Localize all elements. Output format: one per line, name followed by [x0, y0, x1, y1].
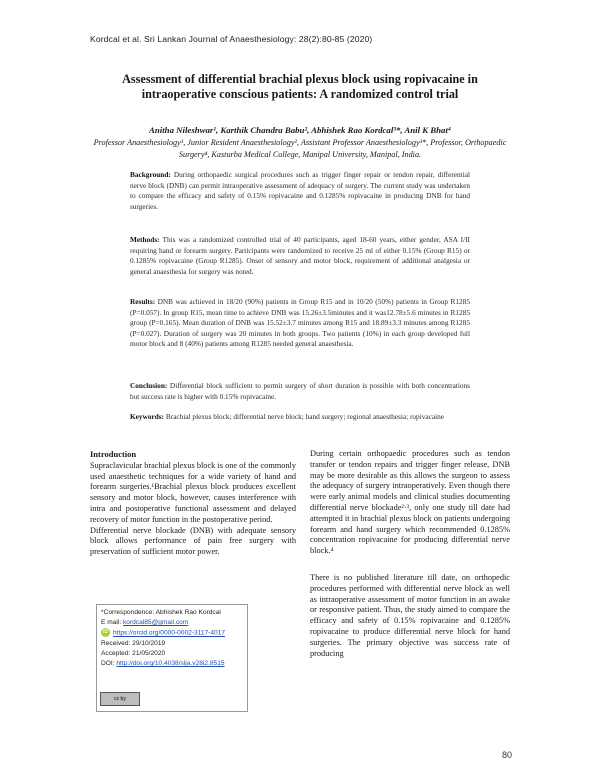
email-link[interactable]: kordcal85@gmail.com: [122, 619, 189, 627]
email-label: E mail:: [101, 619, 123, 627]
doi-label: DOI:: [101, 660, 117, 668]
results-label: Results:: [130, 297, 156, 306]
right-column: [310, 449, 510, 668]
received-date: Received: 29/10/2019: [101, 639, 166, 647]
intro-heading: Introduction: [90, 449, 137, 459]
methods-label: Methods:: [130, 235, 160, 244]
right-paragraph-2: There is no published literature till date, on orthopedic procedures performed with differential nerve block as well as intraoperative assessment of motor function in an awake or responsive patient. Thus, the study aimed to compare the efficacy and safety of 0.15% ropivacaine and 0.1285% ropivacaine to produce differential nerve block for hand surgeries. The primary objective was success rate of producing: [310, 572, 510, 658]
methods-text: This was a randomized controlled trial of 40 participants, aged 18-60 years, either gender, ASA I/II requiring hand or forearm surgery. Participants were randomized to receive 25 ml of either 0.15% (Group R15) or 0.1285% ropivacaine (Group R1285). Onset of sensory and motor block, requirement of additional analgesia or general anaesthesia for surgery was noted.: [130, 235, 470, 276]
doi-line: [101, 659, 243, 669]
accepted-date: Accepted: 21/05/2020: [101, 650, 166, 658]
abstract-methods: [130, 235, 470, 277]
abstract-results: [130, 297, 470, 350]
correspondence-author: *Correspondence: Abhishek Rao Kordcal: [101, 609, 221, 616]
doi-link[interactable]: http://doi.org/10.4038/slja.v28i2.8515: [116, 660, 225, 668]
affiliations: Professor Anaesthesiology¹, Junior Resident Anaesthesiology², Assistant Professor Anaesthesiology³*, Professor, Orthopaedic Surgery⁴, Kasturba Medical College, Manipal University, Manipal, India.: [93, 138, 507, 159]
background-text: During orthopaedic surgical procedures such as trigger finger repair or tendon repair, differential nerve block (DNB) can permit intraoperative assessment of adequacy of surgery. The current study was undertaken to compare the efficacy and safety of 0.15% ropivacaine and 0.1285% ropivacaine in producing DNB for hand surgeries.: [130, 170, 470, 211]
keywords-label: Keywords:: [130, 412, 165, 421]
background-label: Background:: [130, 170, 171, 179]
left-column: [90, 449, 296, 567]
abstract-background: [130, 170, 470, 212]
orcid-line: [101, 628, 243, 638]
orcid-link[interactable]: https://orcid.org/0000-0002-3117-4017: [113, 629, 226, 637]
keywords-text: Brachial plexus block; differential nerve block; hand surgery; regional anaesthesia; ropivacaine: [165, 412, 445, 421]
correspondence-email-line: [101, 618, 243, 628]
article-title: Assessment of differential brachial plexus block using ropivacaine in intraoperative conscious patients: A randomized control trial: [122, 72, 478, 101]
right-paragraph-1: During certain orthopaedic procedures such as tendon transfer or tendon repairs and trigger finger release, DNB may be more desirable as this allows the surgeon to assess the adequacy of surgery intraoperatively. Even though there were early animal models and clinical studies documenting differential nerve blockade²·³, only one study till date had attempted it in brachial plexus block on patients undergoing forearm and hand surgery which recommended 0.1285% concentration ropivacaine for producing differential nerve block.⁴: [310, 449, 510, 556]
running-header: Kordcal et al. Sri Lankan Journal of Anaesthesiology: 28(2):80-85 (2020): [90, 34, 373, 44]
orcid-icon: iD: [103, 629, 108, 636]
author-list: Anitha Nileshwar¹, Karthik Chandra Babu², Abhishek Rao Kordcal³*, Anil K Bhat⁴: [149, 125, 451, 135]
page-number: 80: [501, 750, 512, 760]
results-text: DNB was achieved in 18/20 (90%) patients in Group R15 and in 10/20 (50%) patients in Group R1285 (P=0.057). In group R15, mean time to achieve DNB was 15.26±3.5minutes and it was12.78±5.6 minutes in R1285 group (P=0.165). Mean duration of DNB was 15.52±3.7 minutes among R15 and 18.89±3.3 minutes among R1285 (P=0.027). Duration of surgery was 20 minutes in both groups. Two patients (10%) in each group developed full motor block and 8 (40%) patients among R1285 needed general anaesthesia.: [130, 297, 470, 349]
abstract-keywords: [130, 412, 470, 423]
intro-paragraph-1: Supraclavicular brachial plexus block is one of the commonly used anaesthetic techniques for a wide variety of hand and forearm surgeries.¹Brachial plexus block produces excellent sensory and motor block, however, causes interference with intra and postoperative functional assessment and delayed recovery of motor function in the postoperative period.: [90, 460, 296, 524]
abstract-conclusion: [130, 381, 470, 402]
cc-license-icon: cc by: [100, 692, 140, 706]
intro-paragraph-2: Differential nerve blockade (DNB) with adequate sensory block allows performance of pain free surgery with preservation of sufficient motor power.: [90, 525, 296, 557]
conclusion-label: Conclusion:: [130, 381, 168, 390]
conclusion-text: Differential block sufficient to permit surgery of short duration is possible with both concentrations but success rate is higher with 0.15% ropivacaine.: [130, 381, 470, 401]
